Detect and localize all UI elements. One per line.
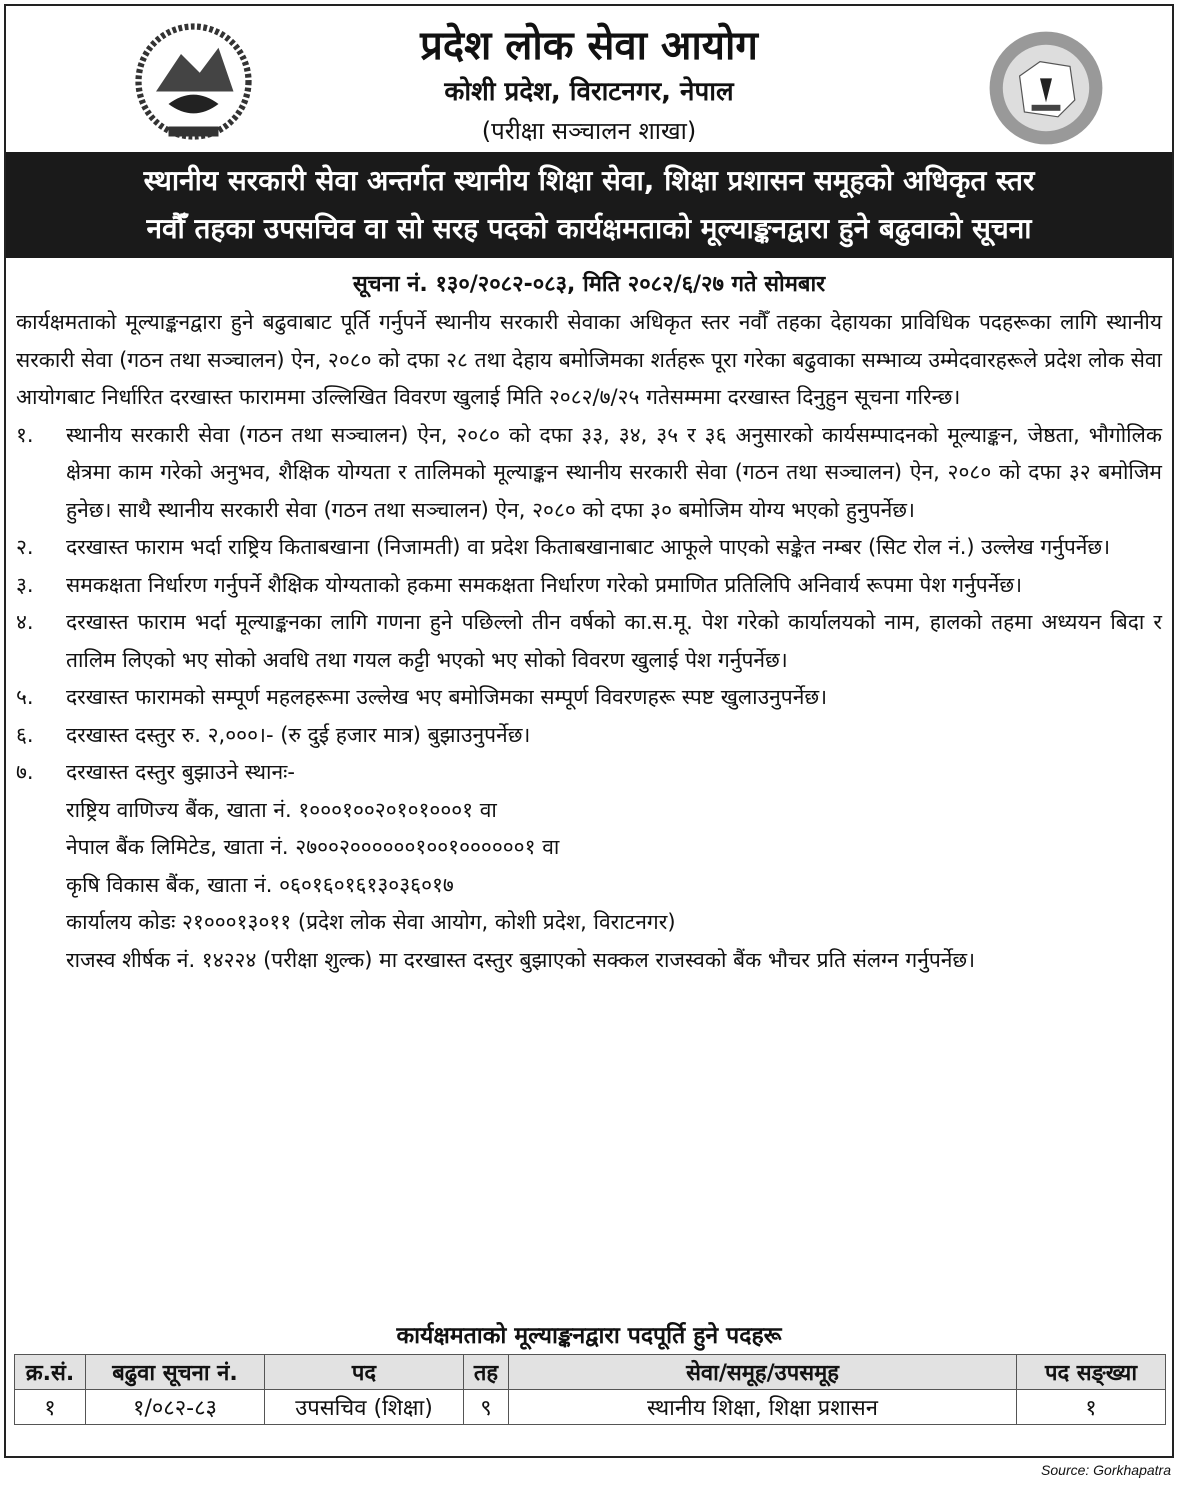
item-text: दरखास्त फारामको सम्पूर्ण महलहरूमा उल्लेख भए बमोजिमका सम्पूर्ण विवरणहरू स्पष्ट खुलाउनुपर्नेछ। xyxy=(66,685,828,709)
table-header-row xyxy=(15,1355,1166,1390)
table-row xyxy=(15,1390,1166,1425)
payment-line: राजस्व शीर्षक नं. १४२२४ (परीक्षा शुल्क) मा दरखास्त दस्तुर बुझाएको सक्कल राजस्वको बैंक भौचर प्रति संलग्न गर्नुपर्नेछ। xyxy=(66,947,976,972)
branch-name: (परीक्षा सञ्चालन शाखा) xyxy=(481,117,697,145)
item-text: दरखास्त फाराम भर्दा राष्ट्रिय किताबखाना (निजामती) वा प्रदेश किताबखानाबाट आफूले पाएको सङ्केत नम्बर (सिट रोल नं.) उल्लेख गर्नुपर्नेछ। xyxy=(66,535,1111,559)
table-cell: स्थानीय शिक्षा, शिक्षा प्रशासन xyxy=(509,1390,1017,1425)
header xyxy=(6,6,1172,152)
item-text: दरखास्त दस्तुर रु. २,०००।- (रु दुई हजार मात्र) बुझाउनुपर्नेछ। xyxy=(66,722,531,747)
table-cell: उपसचिव (शिक्षा) xyxy=(265,1390,464,1425)
commission-location: कोशी प्रदेश, विराटनगर, नेपाल xyxy=(444,77,734,107)
payment-line: कृषि विकास बैंक, खाता नं. ०६०१६०१६१३०३६०१७ xyxy=(66,872,454,897)
item-number: २. xyxy=(16,535,34,559)
item-text: समकक्षता निर्धारण गर्नुपर्ने शैक्षिक योग्यताको हकमा समकक्षता निर्धारण गरेको प्रमाणित प्रतिलिपि अनिवार्य रूपमा पेश गर्नुपर्नेछ। xyxy=(66,572,1023,597)
condition-item xyxy=(16,679,1162,717)
item-text: स्थानीय सरकारी सेवा (गठन तथा सञ्चालन) ऐन, २०८० को दफा ३३, ३४, ३५ र ३६ अनुसारको कार्यसम्पादनको मूल्याङ्कन, जेष्ठता, भौगोलिक क्षेत्रमा काम गरेको अनुभव, शैक्षिक योग्यता र तालिमको मूल्याङ्कन स्थानीय सरकारी सेवा (गठन तथा सञ्चालन) ऐन, २०८० को दफा ३२ बमोजिम हुनेछ। साथै स्थानीय सरकारी सेवा (गठन तथा सञ्चालन) ऐन, २०८० को दफा ३० बमोजिम योग्य भएको हुनुपर्नेछ। xyxy=(66,422,1162,522)
item-text: दरखास्त फाराम भर्दा मूल्याङ्कनका लागि गणना हुने पछिल्लो तीन वर्षको का.स.मू. पेश गरेको कार्यालयको नाम, हालको तहमा अध्ययन बिदा र तालिम लिएको भए सोको अवधि तथा गयल कट्टी भएको भए सोको विवरण खुलाई पेश गर्नुपर्नेछ। xyxy=(66,610,1162,672)
condition-item xyxy=(16,417,1162,530)
notice-headline xyxy=(6,152,1172,258)
item-number: १. xyxy=(16,422,34,447)
column-header: क्र.सं. xyxy=(15,1355,86,1390)
payment-line: राष्ट्रिय वाणिज्य बैंक, खाता नं. १०००१००२०१०१०००१ वा xyxy=(66,797,497,822)
item-text: दरखास्त दस्तुर बुझाउने स्थानः- xyxy=(66,760,295,784)
condition-item xyxy=(16,754,1162,792)
payment-line: नेपाल बैंक लिमिटेड, खाता नं. २७००२००००००१००१००००००१ वा xyxy=(66,835,560,859)
table-title: कार्यक्षमताको मूल्याङ्कनद्वारा पदपूर्ति हुने पदहरू xyxy=(396,1323,782,1349)
column-header: सेवा/समूह/उपसमूह xyxy=(509,1355,1017,1390)
notice-number: सूचना नं. १३०/२०८२-०८३, मिति २०८२/६/२७ गते सोमबार xyxy=(352,272,826,297)
headline-line-1: स्थानीय सरकारी सेवा अन्तर्गत स्थानीय शिक्षा सेवा, शिक्षा प्रशासन समूहको अधिकृत स्तर xyxy=(143,164,1035,197)
item-number: ७. xyxy=(16,760,34,784)
condition-item xyxy=(16,529,1162,567)
condition-item xyxy=(16,567,1162,605)
condition-item xyxy=(16,604,1162,679)
table-cell: १ xyxy=(1017,1390,1166,1425)
column-header: बढुवा सूचना नं. xyxy=(86,1355,265,1390)
notice-frame xyxy=(4,4,1174,1458)
column-header: तह xyxy=(464,1355,509,1390)
commission-title: प्रदेश लोक सेवा आयोग xyxy=(420,23,758,69)
item-number: ४. xyxy=(16,610,34,634)
table-cell: १ xyxy=(15,1390,86,1425)
table-cell: १/०८२-८३ xyxy=(86,1390,265,1425)
payment-line: कार्यालय कोडः २१०००१३०११ (प्रदेश लोक सेवा आयोग, कोशी प्रदेश, विराटनगर) xyxy=(66,910,676,934)
notice-body xyxy=(16,304,1162,979)
source-credit: Source: Gorkhapatra xyxy=(1041,1462,1171,1478)
posts-table xyxy=(14,1354,1166,1425)
column-header: पद सङ्ख्या xyxy=(1017,1355,1166,1390)
commission-seal-icon xyxy=(986,28,1106,148)
intro-paragraph: कार्यक्षमताको मूल्याङ्कनद्वारा हुने बढुवाबाट पूर्ति गर्नुपर्ने स्थानीय सरकारी सेवाका अधिकृत स्तर नवौँ तहका देहायका प्राविधिक पदहरूका लागि स्थानीय सरकारी सेवा (गठन तथा सञ्चालन) ऐन, २०८० को दफा २८ तथा देहाय बमोजिमका शर्तहरू पूरा गरेका बढुवाका सम्भाव्य उम्मेदवारहरूले प्रदेश लोक सेवा आयोगबाट निर्धारित दरखास्त फाराममा उल्लिखित विवरण खुलाई मिति २०८२/७/२५ गतेसम्ममा दरखास्त दिनुहुन सूचना गरिन्छ। xyxy=(16,310,1162,409)
condition-item xyxy=(16,717,1162,755)
item-number: ३. xyxy=(16,572,34,597)
item-number: ५. xyxy=(16,685,34,709)
headline-line-2: नवौँ तहका उपसचिव वा सो सरह पदको कार्यक्षमताको मूल्याङ्कनद्वारा हुने बढुवाको सूचना xyxy=(146,212,1032,245)
table-cell: ९ xyxy=(464,1390,509,1425)
column-header: पद xyxy=(265,1355,464,1390)
item-number: ६. xyxy=(16,722,34,747)
